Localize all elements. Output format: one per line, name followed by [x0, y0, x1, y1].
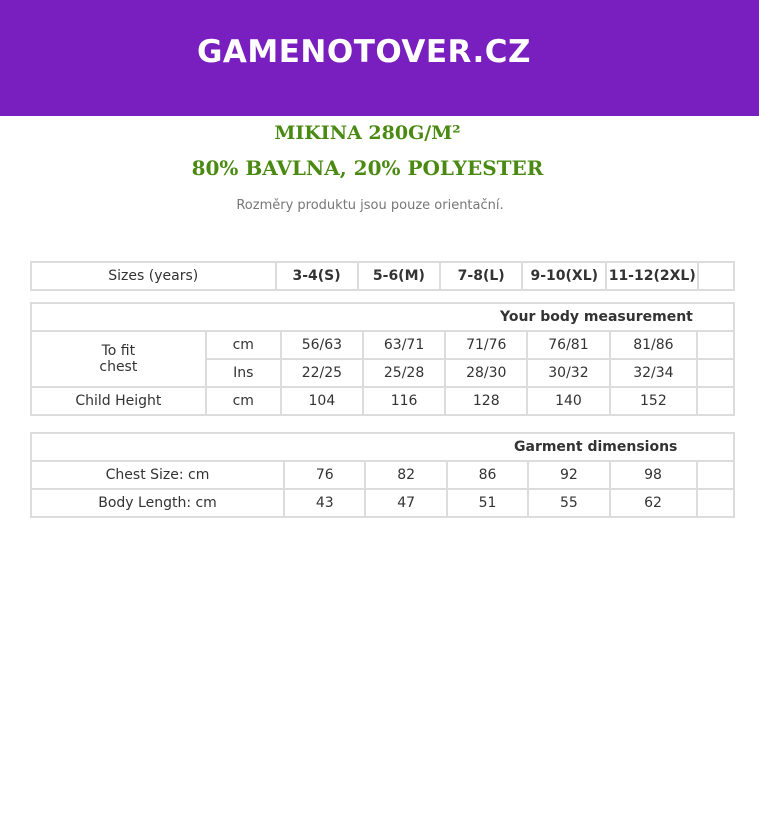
value-cell: 25/28	[363, 359, 445, 387]
value-cell-overflow	[697, 489, 734, 517]
product-title: MIKINA 280G/M²	[274, 122, 461, 144]
value-cell: 56/63	[281, 331, 363, 359]
body-section-title: Your body measurement	[500, 309, 693, 325]
section-heading	[31, 303, 734, 331]
value-cell-overflow	[697, 331, 734, 359]
value-cell: 62	[610, 489, 697, 517]
chest-label-line: To fit	[101, 343, 136, 359]
value-cell-overflow	[697, 387, 734, 415]
value-cell: 43	[284, 489, 365, 517]
section-row	[31, 303, 734, 331]
value-cell: 92	[528, 461, 609, 489]
value-cell: 86	[447, 461, 528, 489]
chest-label-line: chest	[99, 359, 138, 375]
value-cell-overflow	[697, 461, 734, 489]
section-row	[31, 433, 734, 461]
value-cell-overflow	[697, 359, 734, 387]
table-row	[31, 387, 734, 415]
table-row	[31, 489, 734, 517]
value-cell: 71/76	[445, 331, 527, 359]
sizes-label: Sizes (years)	[31, 262, 276, 290]
size-cell: 5-6(M)	[358, 262, 441, 290]
size-cell-overflow	[698, 262, 734, 290]
size-cell: 3-4(S)	[276, 262, 358, 290]
value-cell: 32/34	[610, 359, 698, 387]
section-heading	[31, 433, 734, 461]
value-cell: 47	[365, 489, 446, 517]
value-cell: 152	[610, 387, 698, 415]
value-cell: 128	[445, 387, 527, 415]
unit-cell: cm	[206, 387, 281, 415]
value-cell: 51	[447, 489, 528, 517]
value-cell: 63/71	[363, 331, 445, 359]
size-cell: 11-12(2XL)	[606, 262, 698, 290]
value-cell: 116	[363, 387, 445, 415]
height-label-cell: Child Height	[31, 387, 206, 415]
size-cell: 7-8(L)	[440, 262, 522, 290]
value-cell: 76/81	[527, 331, 609, 359]
row-label-cell: Chest Size: cm	[31, 461, 284, 489]
value-cell: 28/30	[445, 359, 527, 387]
row-label-cell: Body Length: cm	[31, 489, 284, 517]
value-cell: 81/86	[610, 331, 698, 359]
material-title: 80% BAVLNA, 20% POLYESTER	[191, 156, 544, 180]
body-measurement-table	[30, 302, 735, 416]
value-cell: 76	[284, 461, 365, 489]
table-row	[31, 331, 734, 359]
value-cell: 22/25	[281, 359, 363, 387]
unit-cell: cm	[206, 331, 281, 359]
size-cell: 9-10(XL)	[522, 262, 606, 290]
sizes-table	[30, 261, 735, 291]
value-cell: 98	[610, 461, 697, 489]
brand-logo-text: GAMENOTOVER.CZ	[196, 34, 532, 70]
chest-label-cell	[31, 331, 206, 387]
value-cell: 30/32	[527, 359, 609, 387]
value-cell: 55	[528, 489, 609, 517]
disclaimer-note: Rozměry produktu jsou pouze orientační.	[236, 198, 504, 213]
garment-section-title: Garment dimensions	[514, 439, 678, 455]
garment-dimensions-table	[30, 432, 735, 518]
value-cell: 104	[281, 387, 363, 415]
sizes-row	[31, 262, 734, 290]
unit-cell: Ins	[206, 359, 281, 387]
value-cell: 140	[527, 387, 609, 415]
table-row	[31, 461, 734, 489]
value-cell: 82	[365, 461, 446, 489]
